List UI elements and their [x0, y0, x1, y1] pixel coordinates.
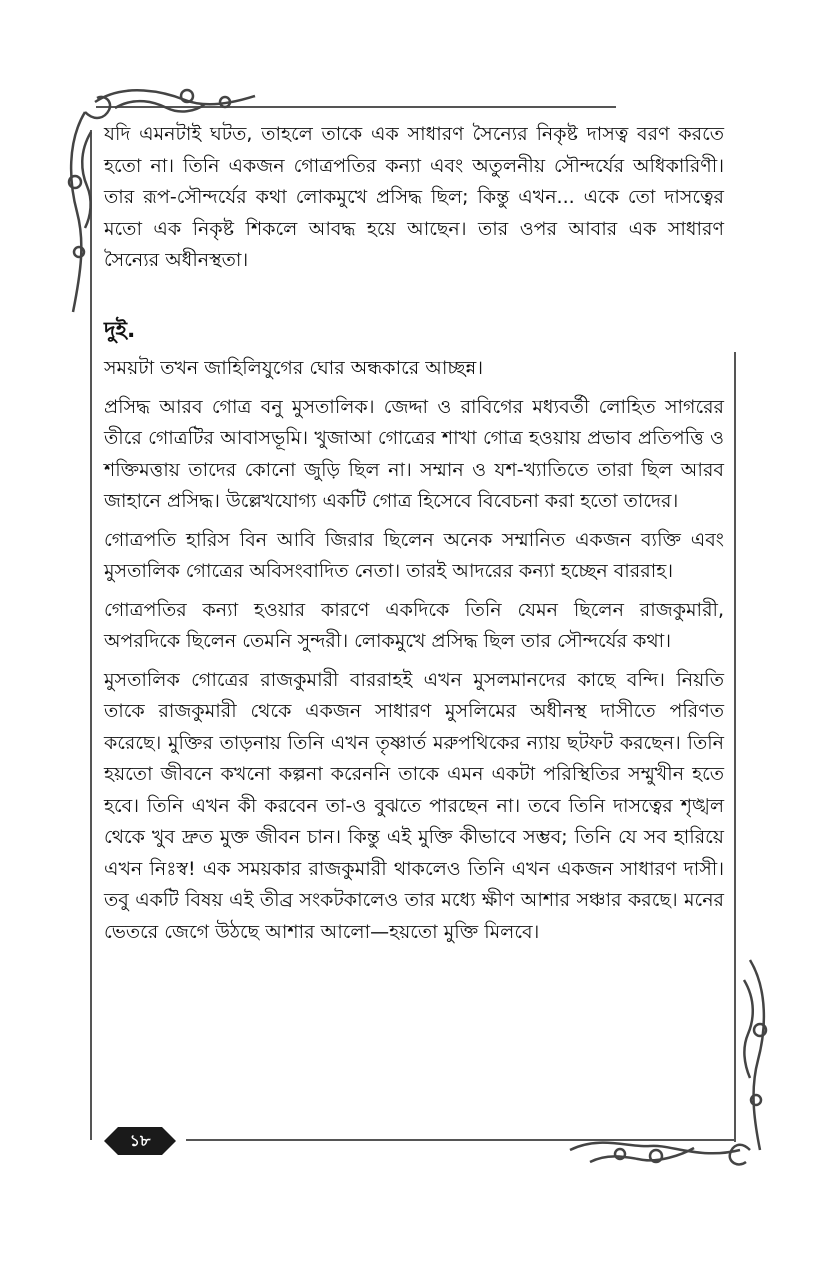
intro-paragraph [104, 119, 724, 277]
corner-flourish-icon [560, 950, 780, 1180]
page-number-badge [104, 1127, 176, 1155]
intro-text: যদি এমনটাই ঘটত, তাহলে তাকে এক সাধারণ সৈন্যের নিকৃষ্ট দাসত্ব বরণ করতে হতো না। তিনি একজন গোত্রপতির কন্যা এবং অতুলনীয় সৌন্দর্যের অধিকারিণী। তার রূপ-সৌন্দর্যের কথা লোকমুখে প্রসিদ্ধ ছিল; কিন্তু এখন... একে তো দাসত্বের মতো এক নিকৃষ্ট শিকলে আবদ্ধ হয়ে আছেন। তার ওপর আবার এক সাধারণ সৈন্যের অধীনস্থতা। [104, 123, 724, 271]
paragraph: মুসতালিক গোত্রের রাজকুমারী বাররাহই এখন মুসলমানদের কাছে বন্দি। নিয়তি তাকে রাজকুমারী থেকে একজন সাধারণ মুসলিমের অধীনস্থ দাসীতে পরিণত করেছে। মুক্তির তাড়নায় তিনি এখন তৃষ্ণার্ত মরুপথিকের ন্যায় ছটফট করছেন। তিনি হয়তো জীবনে কখনো কল্পনা করেননি তাকে এমন একটা পরিস্থিতির সম্মুখীন হতে হবে। তিনি এখন কী করবেন তা-ও বুঝতে পারছেন না। তবে তিনি দাসত্বের শৃঙ্খল থেকে খুব দ্রুত মুক্ত জীবন চান। কিন্তু এই মুক্তি কীভাবে সম্ভব; তিনি যে সব হারিয়ে এখন নিঃস্ব! এক সময়কার রাজকুমারী থাকলেও তিনি এখন একজন সাধারণ দাসী। তবু একটি বিষয় এই তীব্র সংকটকালেও তার মধ্যে ক্ষীণ আশার সঞ্চার করছে। মনের ভেতরে জেগে উঠছে আশার আলো—হয়তো মুক্তি মিলবে। [104, 668, 724, 943]
paragraph: সময়টা তখন জাহিলিযুগের ঘোর অন্ধকারে আচ্ছন্ন। [104, 357, 484, 379]
page-number: ১৮ [129, 1131, 151, 1150]
paragraph: প্রসিদ্ধ আরব গোত্র বনু মুসতালিক। জেদ্দা ও রাবিগের মধ্যবর্তী লোহিত সাগরের তীরে গোত্রটির আবাসভূমি। খুজাআ গোত্রের শাখা গোত্র হওয়ায় প্রভাব প্রতিপত্তি ও শক্তিমত্তায় তাদের কোনো জুড়ি ছিল না। সম্মান ও যশ-খ্যাতিতে তারা ছিল আরব জাহানে প্রসিদ্ধ। উল্লেখযোগ্য একটি গোত্র হিসেবে বিবেচনা করা হতো তাদের। [104, 395, 724, 512]
paragraph: গোত্রপতি হারিস বিন আবি জিরার ছিলেন অনেক সম্মানিত একজন ব্যক্তি এবং মুসতালিক গোত্রের অবিসংবাদিত নেতা। তারই আদরের কন্যা হচ্ছেন বাররাহ। [104, 528, 724, 582]
section-body [104, 353, 724, 948]
section-heading: দুই. [104, 318, 136, 343]
paragraph: গোত্রপতির কন্যা হওয়ার কারণে একদিকে তিনি যেমন ছিলেন রাজকুমারী, অপরদিকে ছিলেন তেমনি সুন্দরী। লোকমুখে প্রসিদ্ধ ছিল তার সৌন্দর্যের কথা। [104, 598, 724, 652]
